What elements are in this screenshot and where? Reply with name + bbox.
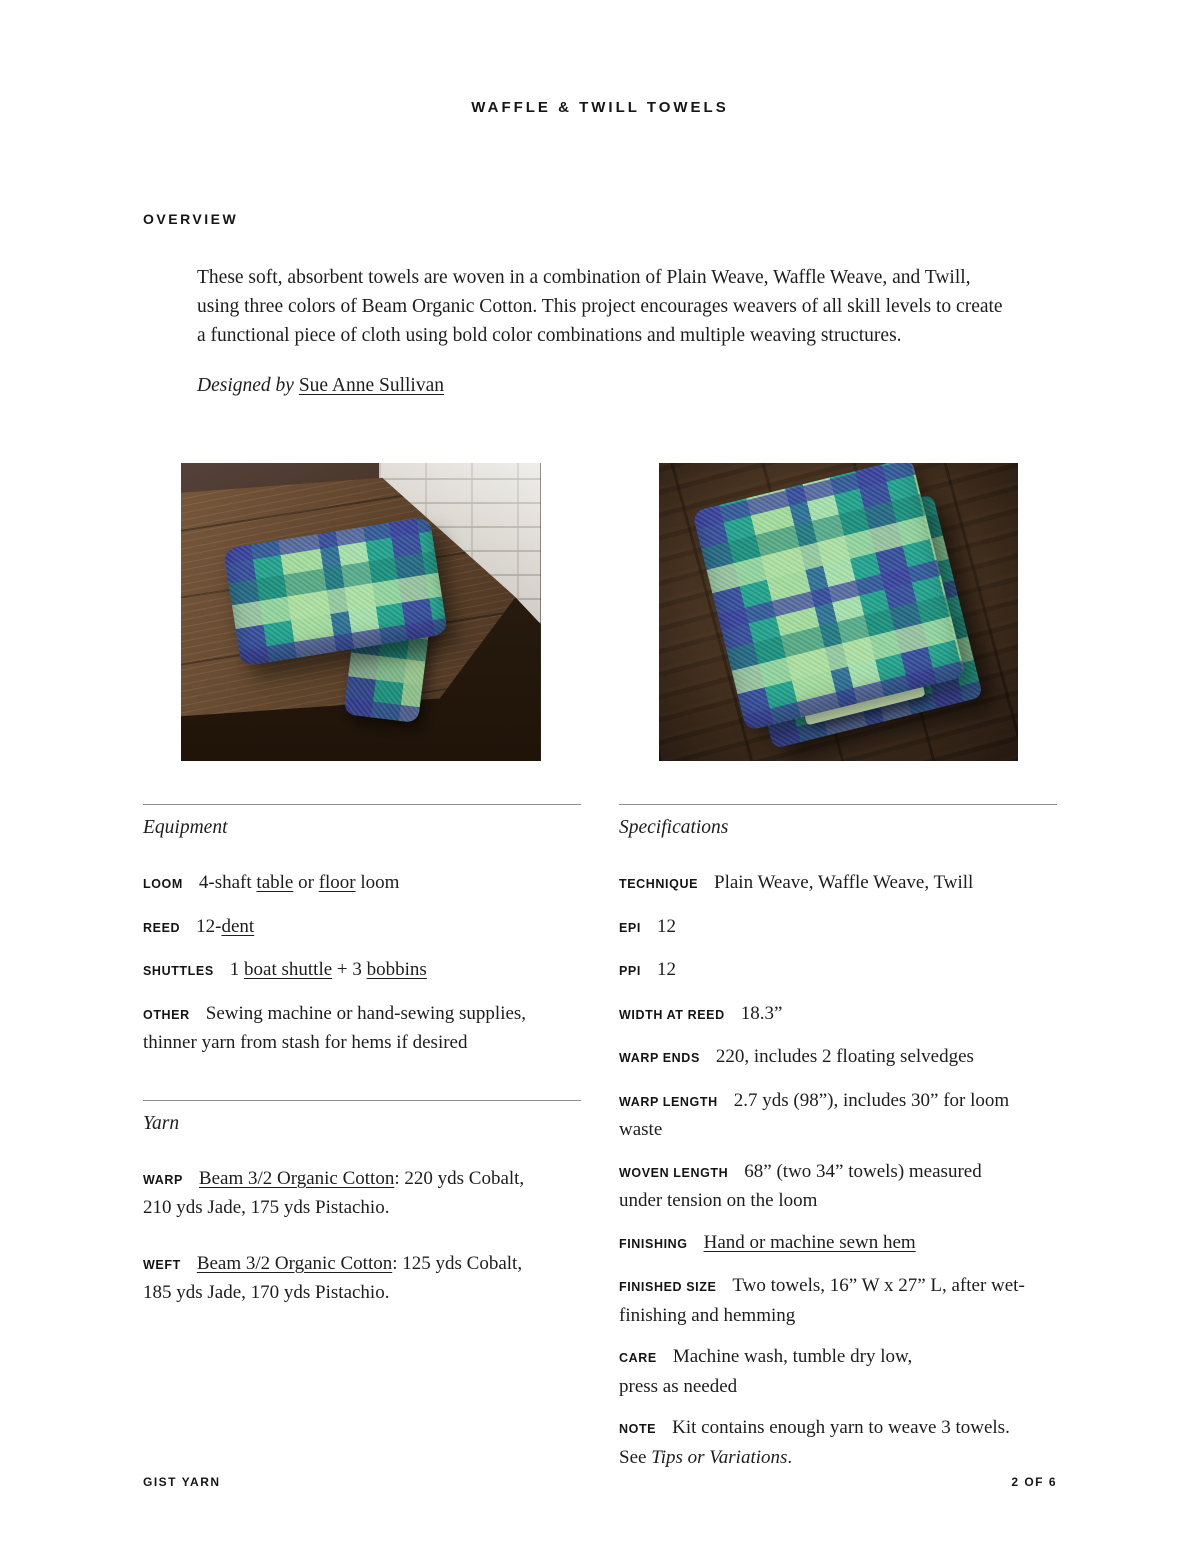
spec-label: EPI <box>619 920 641 935</box>
text-segment: Kit contains enough yarn to weave 3 towels. <box>672 1417 1010 1438</box>
inline-link[interactable]: Beam 3/2 Organic Cotton <box>196 1252 393 1274</box>
spec-value <box>619 1346 912 1397</box>
text-segment: : 125 yds Cobalt, <box>392 1252 523 1274</box>
text-segment: 12 <box>656 915 676 937</box>
text-segment: 68” (two 34” towels) measured <box>744 1160 982 1182</box>
photo-towels-on-bench <box>181 463 541 761</box>
designed-by-label: Designed by <box>197 375 294 396</box>
text-segment: finishing and hemming <box>619 1304 796 1326</box>
spec-value <box>716 1046 974 1067</box>
text-segment: + 3 <box>332 959 367 980</box>
spec-label: TECHNIQUE <box>619 877 699 891</box>
text-segment: Machine wash, tumble dry low, <box>672 1346 913 1367</box>
overview-section <box>143 211 1057 397</box>
text-segment: Plain Weave, Waffle Weave, Twill <box>714 872 974 893</box>
designer-link[interactable]: Sue Anne Sullivan <box>298 375 444 396</box>
spec-row-technique <box>619 869 1057 899</box>
page-footer <box>143 1475 1057 1489</box>
italic-text: Tips or Variations <box>651 1446 788 1468</box>
spec-row-warp <box>143 1165 581 1222</box>
text-segment: press as needed <box>619 1375 738 1397</box>
spec-row-finishing <box>619 1229 1057 1259</box>
spec-row-woven-length <box>619 1158 1057 1215</box>
spec-label: SHUTTLES <box>143 964 214 978</box>
designed-by-line <box>197 375 1057 397</box>
details-columns <box>143 804 1057 1485</box>
text-segment: See <box>619 1446 652 1468</box>
spec-value <box>704 1232 916 1253</box>
spec-label: CARE <box>619 1351 657 1365</box>
divider <box>619 804 1057 805</box>
photo-row <box>141 447 1058 777</box>
spec-row-shuttles <box>143 956 581 986</box>
spec-row-reed <box>143 913 581 943</box>
text-segment: 210 yds Jade, 175 yds Pistachio. <box>143 1197 390 1218</box>
text-segment: 4-shaft <box>198 872 257 893</box>
text-segment: 220, includes 2 floating selvedges <box>715 1046 974 1067</box>
text-segment: under tension on the loom <box>619 1190 818 1211</box>
spec-row-loom <box>143 869 581 899</box>
inline-link[interactable]: floor <box>318 872 356 893</box>
spec-label: WEFT <box>143 1257 181 1272</box>
text-segment: 185 yds Jade, 170 yds Pistachio. <box>143 1282 390 1303</box>
spec-value <box>143 1168 524 1219</box>
spec-row-width-at-reed <box>619 1000 1057 1030</box>
spec-row-note <box>619 1414 1057 1471</box>
equipment-heading: Equipment <box>143 817 228 838</box>
spec-label: WARP ENDS <box>619 1051 700 1065</box>
spec-value <box>741 1003 783 1024</box>
spec-label: WOVEN LENGTH <box>619 1165 729 1180</box>
text-segment: loom <box>355 872 400 893</box>
footer-brand: GIST YARN <box>143 1475 221 1489</box>
text-segment: Two towels, 16” W x 27” L, after wet- <box>732 1275 1025 1296</box>
text-segment: 18.3” <box>740 1002 783 1024</box>
spec-value <box>143 1253 522 1304</box>
spec-label: WARP LENGTH <box>619 1094 718 1109</box>
spec-row-ppi <box>619 956 1057 986</box>
divider <box>143 804 581 805</box>
spec-label: WIDTH AT REED <box>619 1007 725 1022</box>
spec-value <box>657 959 676 980</box>
spec-value <box>199 872 400 893</box>
inline-link[interactable]: Beam 3/2 Organic Cotton <box>198 1167 395 1189</box>
text-segment: 1 <box>229 959 245 980</box>
spec-label: WARP <box>143 1172 183 1187</box>
overview-paragraph: These soft, absorbent towels are woven in a combination of Plain Weave, Waffle Weave, and Twill, using three colors of Beam Organic Cotton. This project encourages weavers of all skill levels to create a functional piece of cloth using bold color combinations and multiple weaving structures. <box>197 267 1003 346</box>
spec-row-warp-length <box>619 1087 1057 1144</box>
photo-folded-towel <box>659 463 1019 761</box>
spec-label: LOOM <box>143 877 183 891</box>
spec-row-epi <box>619 913 1057 943</box>
yarn-heading: Yarn <box>143 1112 180 1134</box>
text-segment: or <box>293 872 319 893</box>
text-segment: 12 <box>656 959 676 980</box>
spec-value <box>714 872 973 893</box>
text-segment: waste <box>619 1119 663 1140</box>
text-segment: 12- <box>196 915 222 937</box>
divider <box>143 1100 581 1101</box>
specifications-heading: Specifications <box>619 817 729 838</box>
text-segment: . <box>787 1446 793 1468</box>
text-segment: : 220 yds Cobalt, <box>394 1167 525 1189</box>
spec-row-care <box>619 1343 1057 1400</box>
spec-row-finished-size <box>619 1272 1057 1329</box>
inline-link[interactable]: table <box>256 872 294 893</box>
text-segment: 2.7 yds (98”), includes 30” for loom <box>733 1089 1010 1111</box>
spec-label: OTHER <box>143 1007 190 1022</box>
inline-link[interactable]: bobbins <box>366 959 427 980</box>
inline-link[interactable]: boat shuttle <box>244 959 333 980</box>
spec-label: PPI <box>619 964 641 978</box>
spec-row-warp-ends <box>619 1043 1057 1073</box>
spec-value <box>657 916 676 937</box>
inline-link[interactable]: dent <box>221 915 255 937</box>
spec-row-weft <box>143 1250 581 1307</box>
spec-value <box>619 1417 1010 1468</box>
footer-page-number: 2 OF 6 <box>1011 1475 1057 1489</box>
page-title: WAFFLE & TWILL TOWELS <box>471 99 729 116</box>
spec-label: FINISHING <box>619 1236 688 1251</box>
spec-value <box>196 916 254 937</box>
equipment-column <box>143 804 581 1485</box>
specifications-column <box>619 804 1057 1485</box>
spec-label: NOTE <box>619 1422 657 1436</box>
spec-row-other <box>143 1000 581 1057</box>
text-segment: thinner yarn from stash for hems if desired <box>143 1032 468 1053</box>
inline-link[interactable]: Hand or machine sewn hem <box>703 1231 916 1253</box>
spec-value <box>143 1003 526 1054</box>
spec-label: FINISHED SIZE <box>619 1280 717 1294</box>
text-segment: Sewing machine or hand-sewing supplies, <box>205 1002 527 1024</box>
spec-label: REED <box>143 920 181 935</box>
overview-heading: OVERVIEW <box>143 211 239 227</box>
spec-value <box>230 959 427 980</box>
